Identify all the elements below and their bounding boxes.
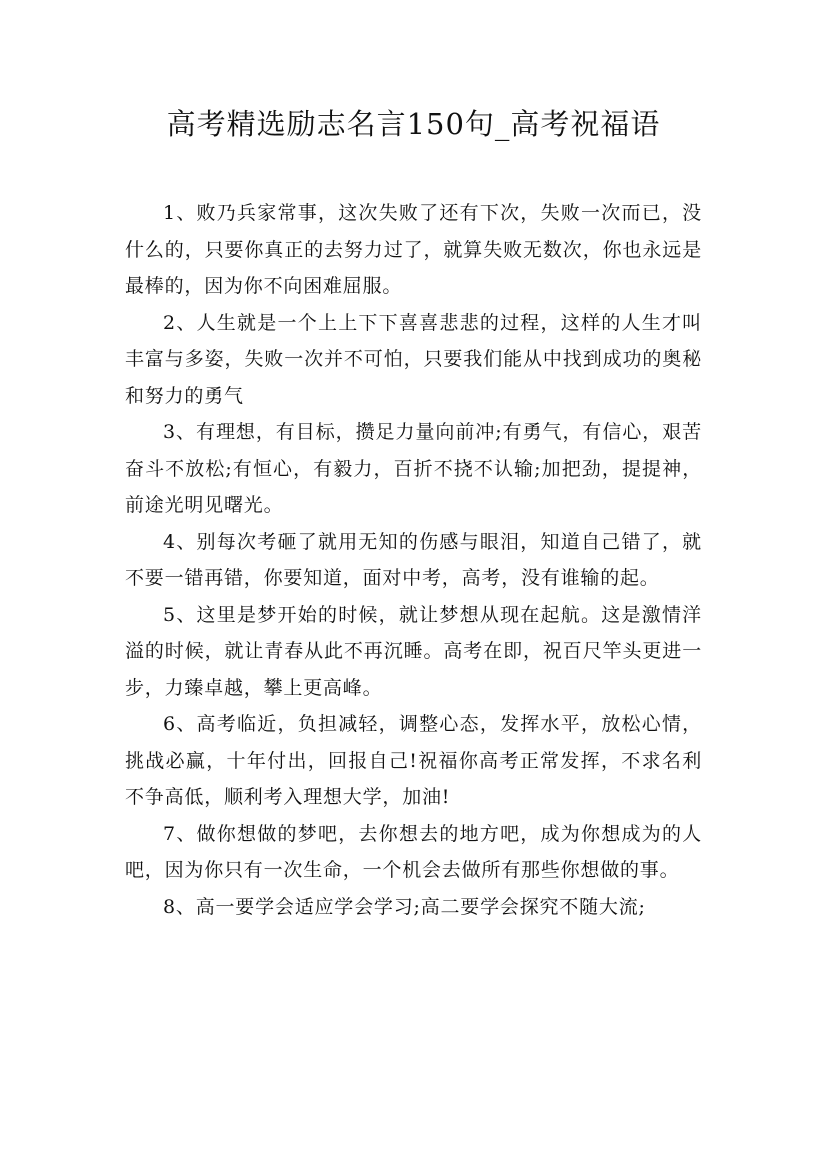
paragraph-8: 8、高一要学会适应学会学习;高二要学会探究不随大流; [163, 895, 646, 918]
paragraph-5: 5、这里是梦开始的时候，就让梦想从现在起航。这是激情洋溢的时候，就让青春从此不再沉睡。高考在即，祝百尺竿头更进一步，力臻卓越，攀上更高峰。 [125, 603, 702, 699]
paragraph-6: 6、高考临近，负担减轻，调整心态，发挥水平，放松心情，挑战必赢，十年付出，回报自己!祝福你高考正常发挥，不求名利不争高低，顺利考入理想大学，加油! [125, 713, 702, 808]
document-title: 高考精选励志名言150句_高考祝福语 [166, 107, 661, 141]
paragraph-7: 7、做你想做的梦吧，去你想去的地方吧，成为你想成为的人吧，因为你只有一次生命，一个机会去做所有那些你想做的事。 [125, 822, 702, 881]
paragraph-2: 2、人生就是一个上上下下喜喜悲悲的过程，这样的人生才叫丰富与多姿，失败一次并不可怕，只要我们能从中找到成功的奥秘和努力的勇气 [125, 311, 702, 407]
paragraph-1: 1、败乃兵家常事，这次失败了还有下次，失败一次而已，没什么的，只要你真正的去努力过了，就算失败无数次，你也永远是最棒的，因为你不向困难屈服。 [125, 202, 702, 297]
paragraph-4: 4、别每次考砸了就用无知的伤感与眼泪，知道自己错了，就不要一错再错，你要知道，面对中考，高考，没有谁输的起。 [125, 530, 702, 589]
document-body [125, 195, 702, 925]
paragraph-3: 3、有理想，有目标，攒足力量向前冲;有勇气，有信心，艰苦奋斗不放松;有恒心，有毅力，百折不挠不认输;加把劲，提提神，前途光明见曙光。 [125, 421, 702, 516]
